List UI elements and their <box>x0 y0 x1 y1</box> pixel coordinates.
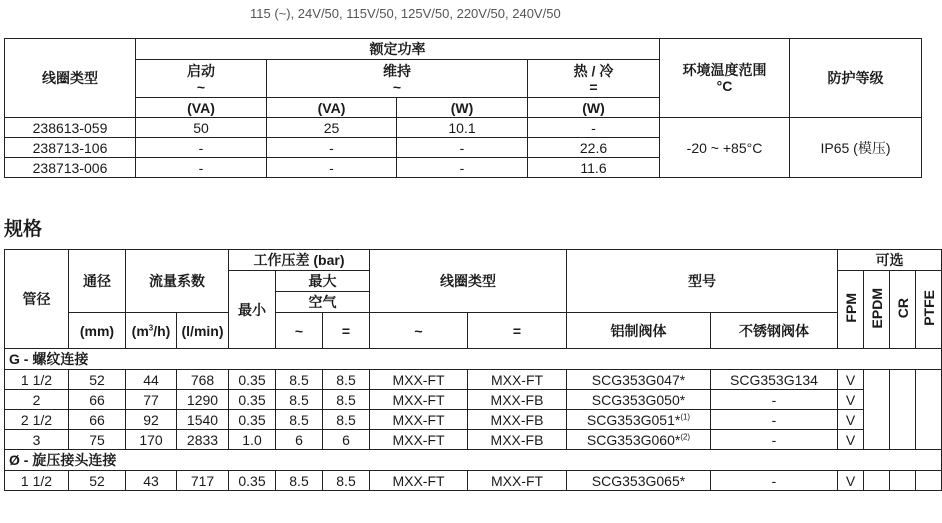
header-hold: 维持 ~ <box>267 60 528 98</box>
coil-dc-sym: = <box>468 313 567 349</box>
max-ac-cell: 8.5 <box>276 390 323 410</box>
coil-type-cell: 238613-059 <box>5 118 136 138</box>
coil-dc-cell: MXX-FT <box>468 471 567 491</box>
table-row <box>5 390 942 410</box>
unit-hold-va: (VA) <box>267 98 397 118</box>
epdm-cell <box>864 370 890 450</box>
opt-epdm-header: EPDM <box>864 271 890 349</box>
coil-dc-cell: MXX-FB <box>468 390 567 410</box>
kv-cell: 77 <box>126 390 177 410</box>
header-aluminum: 铝制阀体 <box>567 313 711 349</box>
protection-value: IP65 (模压) <box>790 118 922 178</box>
kv-cell: 92 <box>126 410 177 430</box>
group-compression: Ø - 旋压接头连接 <box>5 450 942 471</box>
start-va-cell: - <box>136 158 267 178</box>
fpm-cell: V <box>838 410 864 430</box>
unit-hot-w: (W) <box>528 98 660 118</box>
ss-cell: - <box>711 390 838 410</box>
fpm-cell: V <box>838 471 864 491</box>
max-dc-cell: 8.5 <box>323 370 370 390</box>
max-ac-cell: 8.5 <box>276 471 323 491</box>
lmin-cell: 1290 <box>177 390 229 410</box>
coil-ac-cell: MXX-FT <box>370 390 468 410</box>
hot-w-cell: 22.6 <box>528 138 660 158</box>
fpm-cell: V <box>838 370 864 390</box>
hold-va-cell: 25 <box>267 118 397 138</box>
coil-power-table <box>4 38 922 178</box>
start-va-cell: - <box>136 138 267 158</box>
table-row <box>5 370 942 390</box>
header-rated-power: 额定功率 <box>136 39 660 60</box>
opt-cr-header: CR <box>890 271 916 349</box>
coil-dc-cell: MXX-FB <box>468 430 567 450</box>
spec-table <box>4 249 942 491</box>
kv-cell: 43 <box>126 471 177 491</box>
pipe-cell: 1 1/2 <box>5 370 69 390</box>
dn-cell: 75 <box>69 430 126 450</box>
opt-ptfe-header: PTFE <box>916 271 942 349</box>
hold-va-cell: - <box>267 138 397 158</box>
cutoff-text-line: 115 (~), 24V/50, 115V/50, 125V/50, 220V/50, 240V/50 <box>250 6 561 21</box>
header-ambient: 环境温度范围 °C <box>660 39 790 118</box>
alu-cell: SCG353G065* <box>567 471 711 491</box>
header-stainless: 不锈钢阀体 <box>711 313 838 349</box>
cr-cell <box>890 471 916 491</box>
header-model: 型号 <box>567 250 838 313</box>
header-orifice: 通径 <box>69 250 126 313</box>
header-start: 启动 ~ <box>136 60 267 98</box>
coil-type-cell: 238713-006 <box>5 158 136 178</box>
hot-w-cell: - <box>528 118 660 138</box>
alu-cell: SCG353G060*$^{(2)}$ <box>567 430 711 450</box>
min-cell: 0.35 <box>229 471 276 491</box>
header-optional: 可选 <box>838 250 942 271</box>
ss-cell: SCG353G134 <box>711 370 838 390</box>
opt-fpm-header: FPM <box>838 271 864 349</box>
lmin-cell: 768 <box>177 370 229 390</box>
header-flow: 流量系数 <box>126 250 229 313</box>
header-pressure: 工作压差 (bar) <box>229 250 370 271</box>
header-max: 最大 <box>276 271 370 292</box>
header-coil-type: 线圈类型 <box>5 39 136 118</box>
min-cell: 1.0 <box>229 430 276 450</box>
header-min: 最小 <box>229 271 276 349</box>
max-dc-cell: 8.5 <box>323 410 370 430</box>
coil-ac-sym: ~ <box>370 313 468 349</box>
pipe-cell: 1 1/2 <box>5 471 69 491</box>
alu-cell: SCG353G051*$^{(1)}$ <box>567 410 711 430</box>
max-dc-cell: 6 <box>323 430 370 450</box>
kv-cell: 44 <box>126 370 177 390</box>
min-cell: 0.35 <box>229 370 276 390</box>
fpm-cell: V <box>838 430 864 450</box>
start-va-cell: 50 <box>136 118 267 138</box>
header-air: 空气 <box>276 292 370 313</box>
header-hot-cold: 热 / 冷 = <box>528 60 660 98</box>
coil-ac-cell: MXX-FT <box>370 370 468 390</box>
max-dc-cell: 8.5 <box>323 390 370 410</box>
ambient-value: -20 ~ +85°C <box>660 118 790 178</box>
ptfe-cell <box>916 370 942 450</box>
dn-cell: 66 <box>69 410 126 430</box>
coil-ac-cell: MXX-FT <box>370 410 468 430</box>
hold-w-cell: 10.1 <box>397 118 528 138</box>
max-ac-cell: 8.5 <box>276 410 323 430</box>
header-pipe: 管径 <box>5 250 69 349</box>
max-dc-cell: 8.5 <box>323 471 370 491</box>
max-ac-cell: 6 <box>276 430 323 450</box>
group-threaded: G - 螺纹连接 <box>5 349 942 370</box>
coil-ac-cell: MXX-FT <box>370 430 468 450</box>
dn-cell: 52 <box>69 370 126 390</box>
lmin-cell: 2833 <box>177 430 229 450</box>
max-ac-cell: 8.5 <box>276 370 323 390</box>
unit-start-va: (VA) <box>136 98 267 118</box>
header-protection: 防护等级 <box>790 39 922 118</box>
unit-m3h: $(m^3/h)$ <box>126 313 177 349</box>
pipe-cell: 3 <box>5 430 69 450</box>
alu-cell: SCG353G047* <box>567 370 711 390</box>
hold-w-cell: - <box>397 138 528 158</box>
unit-mm: (mm) <box>69 313 126 349</box>
table-row <box>5 118 922 138</box>
max-ac-sym: ~ <box>276 313 323 349</box>
ss-cell: - <box>711 471 838 491</box>
pipe-cell: 2 <box>5 390 69 410</box>
coil-dc-cell: MXX-FT <box>468 370 567 390</box>
min-cell: 0.35 <box>229 410 276 430</box>
dn-cell: 66 <box>69 390 126 410</box>
lmin-cell: 717 <box>177 471 229 491</box>
min-cell: 0.35 <box>229 390 276 410</box>
cr-cell <box>890 370 916 450</box>
kv-cell: 170 <box>126 430 177 450</box>
fpm-cell: V <box>838 390 864 410</box>
max-dc-sym: = <box>323 313 370 349</box>
ss-cell: - <box>711 410 838 430</box>
alu-cell: SCG353G050* <box>567 390 711 410</box>
lmin-cell: 1540 <box>177 410 229 430</box>
unit-hold-w: (W) <box>397 98 528 118</box>
ptfe-cell <box>916 471 942 491</box>
header-coil-type: 线圈类型 <box>370 250 567 313</box>
table-row <box>5 471 942 491</box>
hot-w-cell: 11.6 <box>528 158 660 178</box>
coil-type-cell: 238713-106 <box>5 138 136 158</box>
ss-cell: - <box>711 430 838 450</box>
hold-w-cell: - <box>397 158 528 178</box>
coil-ac-cell: MXX-FT <box>370 471 468 491</box>
hold-va-cell: - <box>267 158 397 178</box>
pipe-cell: 2 1/2 <box>5 410 69 430</box>
table-row <box>5 410 942 430</box>
epdm-cell <box>864 471 890 491</box>
unit-lmin: (l/min) <box>177 313 229 349</box>
table-row <box>5 430 942 450</box>
spec-section-title: 规格 <box>4 219 43 240</box>
coil-dc-cell: MXX-FB <box>468 410 567 430</box>
dn-cell: 52 <box>69 471 126 491</box>
